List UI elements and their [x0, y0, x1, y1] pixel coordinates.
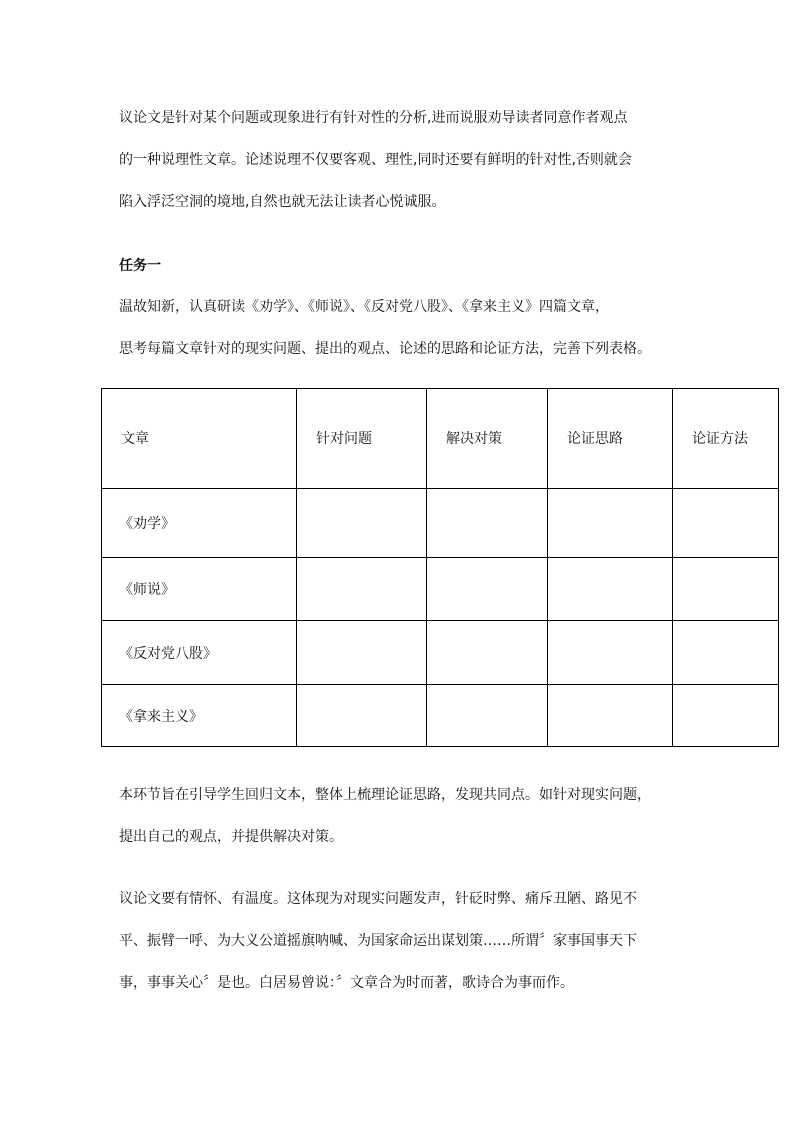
header-problem-label: 针对问题: [316, 430, 372, 447]
closing-line-1: 议论文要有情怀、有温度。这体现为对现实问题发声，针砭时弊、痛斥丑陋、路见不: [119, 891, 637, 907]
cell-solution[interactable]: [427, 685, 548, 747]
cell-approach[interactable]: [548, 558, 673, 621]
cell-article-text: 《师说》: [119, 582, 175, 598]
task-table: [101, 388, 779, 747]
header-article: [102, 389, 297, 489]
header-solution-label: 解决对策: [446, 430, 502, 447]
cell-solution[interactable]: [427, 621, 548, 685]
header-article-label: 文章: [121, 430, 149, 447]
note-line-1: 本环节旨在引导学生回归文本，整体上梳理论证思路，发现共同点。如针对现实问题，: [119, 787, 651, 803]
header-approach-label: 论证思路: [567, 430, 623, 447]
cell-approach[interactable]: [548, 621, 673, 685]
cell-method[interactable]: [673, 685, 779, 747]
cell-article: [102, 621, 297, 685]
header-solution: [427, 389, 548, 489]
header-method-label: 论证方法: [692, 430, 748, 447]
cell-problem[interactable]: [297, 489, 427, 558]
cell-problem[interactable]: [297, 685, 427, 747]
cell-method[interactable]: [673, 489, 779, 558]
cell-problem[interactable]: [297, 558, 427, 621]
table-row: [102, 621, 779, 685]
cell-article-text: 《反对党八股》: [119, 645, 217, 662]
cell-approach[interactable]: [548, 685, 673, 747]
intro-line-2: 的一种说理性文章。论述说理不仅要客观、理性,同时还要有鲜明的针对性,否则就会: [119, 152, 632, 168]
cell-problem[interactable]: [297, 621, 427, 685]
note-line-2: 提出自己的观点，并提供解决对策。: [119, 829, 343, 845]
cell-article-text: 《拿来主义》: [119, 708, 203, 725]
table-row: [102, 558, 779, 621]
table-row: [102, 489, 779, 558]
header-approach: [548, 389, 673, 489]
header-method: [673, 389, 779, 489]
table-row: [102, 685, 779, 747]
task-title: 任务一: [119, 258, 161, 274]
intro-line-1: 议论文是针对某个问题或现象进行有针对性的分析,进而说服劝导读者同意作者观点: [119, 110, 628, 126]
closing-line-2: 平、振臂一呼、为大义公道摇旗呐喊、为国家命运出谋划策……所谓〞家事国事天下: [119, 933, 637, 949]
cell-article-text: 《劝学》: [119, 516, 175, 532]
cell-method[interactable]: [673, 621, 779, 685]
cell-article: [102, 489, 297, 558]
intro-line-3: 陷入浮泛空洞的境地,自然也就无法让读者心悦诚服。: [119, 194, 446, 210]
cell-article: [102, 685, 297, 747]
cell-method[interactable]: [673, 558, 779, 621]
task-line-2: 思考每篇文章针对的现实问题、提出的观点、论述的思路和论证方法，完善下列表格。: [119, 341, 651, 357]
cell-approach[interactable]: [548, 489, 673, 558]
table-header-row: [102, 389, 779, 489]
closing-line-3: 事，事事关心〞是也。白居易曾说：〞文章合为时而著，歌诗合为事而作。: [119, 975, 574, 991]
cell-solution[interactable]: [427, 558, 548, 621]
task-line-1: 温故知新，认真研读《劝学》、《师说》、《反对党八股》、《拿来主义》四篇文章，: [119, 299, 609, 315]
header-problem: [297, 389, 427, 489]
cell-solution[interactable]: [427, 489, 548, 558]
cell-article: [102, 558, 297, 621]
